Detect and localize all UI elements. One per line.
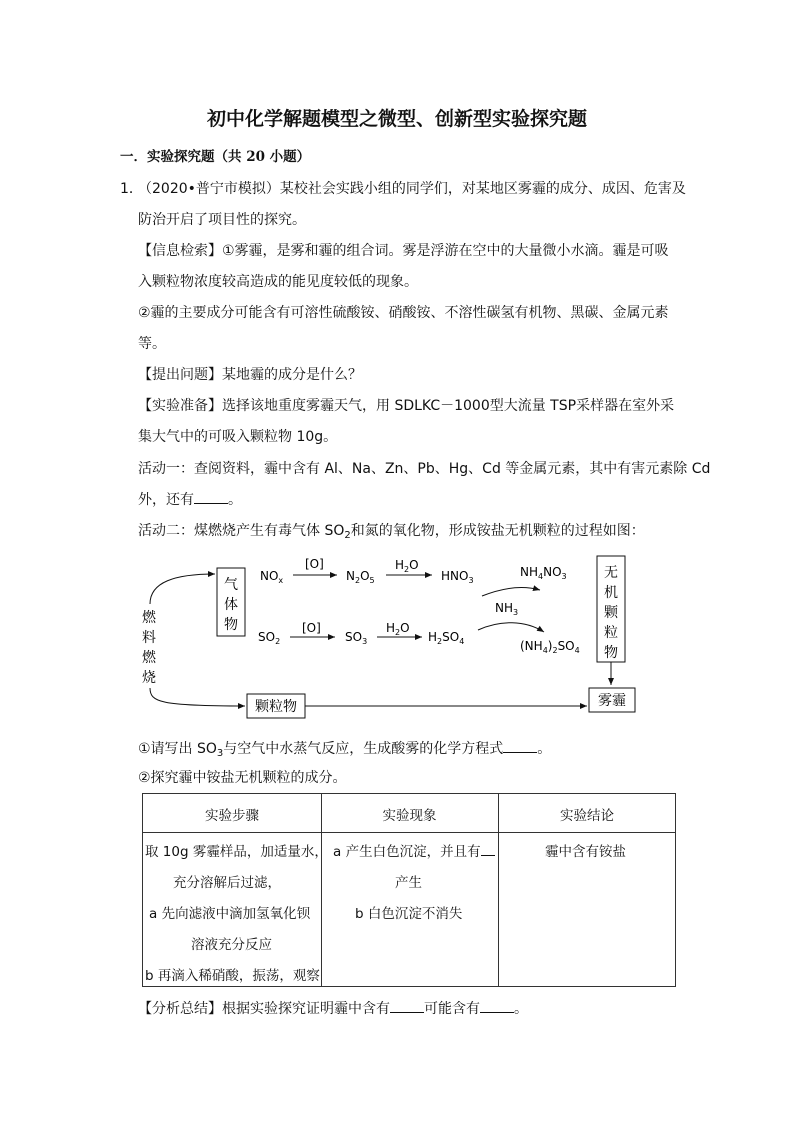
table-cell-phenomenon: 产生	[395, 875, 422, 891]
formula-h2so4: $H_2SO_4$	[428, 630, 465, 646]
page-title: 初中化学解题模型之微型、创新型实验探究题	[206, 108, 587, 130]
question-text: 。	[228, 492, 242, 508]
formula-ammonium-sulfate: $(NH_4)_2SO_4$	[520, 639, 580, 655]
table-cell-conclusion: 霾中含有铵盐	[545, 844, 626, 860]
formula-n2o5: $N_2O_5$	[346, 569, 375, 585]
question-text-line: 等。	[138, 336, 166, 352]
question-text-line: 入颗粒物浓度较高造成的能见度较低的现象。	[138, 274, 418, 290]
q1-text: 与空气中水蒸气反应，生成酸雾的化学方程式	[223, 741, 504, 757]
arrow-fuel-to-particles	[150, 688, 245, 706]
activity2-text: 和氮的氧化物，形成铵盐无机颗粒的过程如图：	[350, 523, 645, 539]
activity2-line	[138, 520, 645, 541]
box-char: 无	[604, 565, 618, 581]
answer-blank[interactable]	[481, 843, 495, 856]
answer-blank[interactable]	[390, 1000, 424, 1013]
box-char: 机	[604, 585, 618, 601]
arrow-hno3-to-nh4no3	[482, 588, 540, 596]
formula-nox: $NO_x$	[260, 569, 284, 585]
answer-blank[interactable]	[480, 1000, 514, 1013]
table-header: 实验步骤	[205, 808, 259, 824]
question-text: 外，还有	[138, 492, 194, 508]
analysis-summary	[138, 998, 528, 1018]
table-cell-step: b 再滴入稀硝酸，振荡，观察	[145, 968, 320, 984]
question-text-line: 【提出问题】某地霾的成分是什么？	[138, 367, 362, 383]
table-cell-step: 充分溶解后过滤，	[173, 875, 281, 891]
table-cell-phenomenon	[333, 840, 495, 860]
subscript: 3	[216, 748, 224, 759]
table-header: 实验结论	[560, 808, 614, 824]
condition-oxidation: [O]	[305, 557, 324, 571]
subscript: 2	[344, 530, 351, 541]
question-text-line: 【实验准备】选择该地重度雾霾天气，用 SDLKC－1000型大流量 TSP采样器在室外采	[138, 398, 675, 414]
box-char: 颗	[604, 605, 618, 621]
fuel-char: 燃	[142, 610, 156, 626]
condition-water: $H_2O$	[395, 558, 419, 574]
table-divider	[143, 832, 675, 833]
formula-so2: $SO_2$	[258, 630, 281, 646]
summary-text: 【分析总结】根据实验探究证明霾中含有	[138, 1001, 390, 1017]
haze-box-label: 雾霾	[598, 693, 626, 709]
activity2-text: 活动二：煤燃烧产生有毒气体 SO	[138, 523, 345, 539]
answer-blank[interactable]	[503, 740, 537, 753]
arrow-fuel-to-gas	[150, 574, 215, 604]
fuel-char: 燃	[142, 650, 156, 666]
question-text-line: ②霾的主要成分可能含有可溶性硫酸铵、硝酸铵、不溶性碳氢有机物、黑碳、金属元素	[138, 305, 669, 321]
experiment-table	[142, 793, 676, 987]
condition-oxidation: [O]	[302, 621, 321, 635]
answer-blank[interactable]	[194, 491, 228, 504]
q1-text: 。	[537, 741, 552, 757]
table-cell-step: 溶液充分反应	[191, 937, 272, 953]
box-char: 物	[604, 645, 618, 661]
question-text-line: 防治开启了项目性的探究。	[138, 212, 306, 228]
arrow-h2so4-to-ammonium-sulfate	[478, 623, 544, 632]
summary-text: 。	[514, 1001, 528, 1017]
reagent-nh3: $NH_3$	[495, 601, 519, 617]
table-cell-step: a 先向滤液中滴加氢氧化钡	[149, 906, 311, 922]
question-text-line	[138, 489, 242, 509]
subquestion-2: ②探究霾中铵盐无机颗粒的成分。	[138, 770, 347, 786]
table-cell-step: 取 10g 雾霾样品，加适量水，	[145, 844, 328, 860]
question-text-line: （2020•普宁市模拟）某校社会实践小组的同学们，对某地区雾霾的成分、成因、危害及	[138, 181, 686, 197]
reaction-flow-diagram	[130, 552, 670, 727]
phenomenon-text: a 产生白色沉淀，并且有	[333, 844, 481, 860]
formula-hno3: $HNO_3$	[441, 569, 474, 585]
question-text-line: 集大气中的可吸入颗粒物 10g。	[138, 429, 338, 445]
q1-text: ①请写出 SO	[138, 741, 217, 757]
particles-box-label: 颗粒物	[255, 699, 297, 715]
section-heading: 一．实验探究题（共 20 小题）	[120, 149, 311, 165]
fuel-burning-label	[142, 610, 157, 686]
gas-box-char: 气	[224, 577, 238, 593]
subquestion-1	[138, 738, 551, 759]
gas-box-char: 物	[224, 617, 238, 633]
summary-text: 可能含有	[424, 1001, 480, 1017]
formula-so3: $SO_3$	[345, 630, 368, 646]
gas-box-char: 体	[224, 597, 238, 613]
question-text-line: 活动一：查阅资料，霾中含有 Al、Na、Zn、Pb、Hg、Cd 等金属元素，其中有害元素除 Cd	[138, 461, 711, 477]
fuel-char: 烧	[142, 670, 156, 686]
question-number: 1．	[120, 181, 143, 197]
question-text-line: 【信息检索】①雾霾，是雾和霾的组合词。雾是浮游在空中的大量微小水滴。霾是可吸	[138, 243, 669, 259]
table-cell-phenomenon: b 白色沉淀不消失	[355, 906, 463, 922]
condition-water: $H_2O$	[386, 621, 410, 637]
fuel-char: 料	[142, 630, 156, 646]
box-char: 粒	[604, 625, 618, 641]
formula-nh4no3: $NH_4NO_3$	[520, 565, 567, 581]
table-header: 实验现象	[382, 808, 437, 824]
